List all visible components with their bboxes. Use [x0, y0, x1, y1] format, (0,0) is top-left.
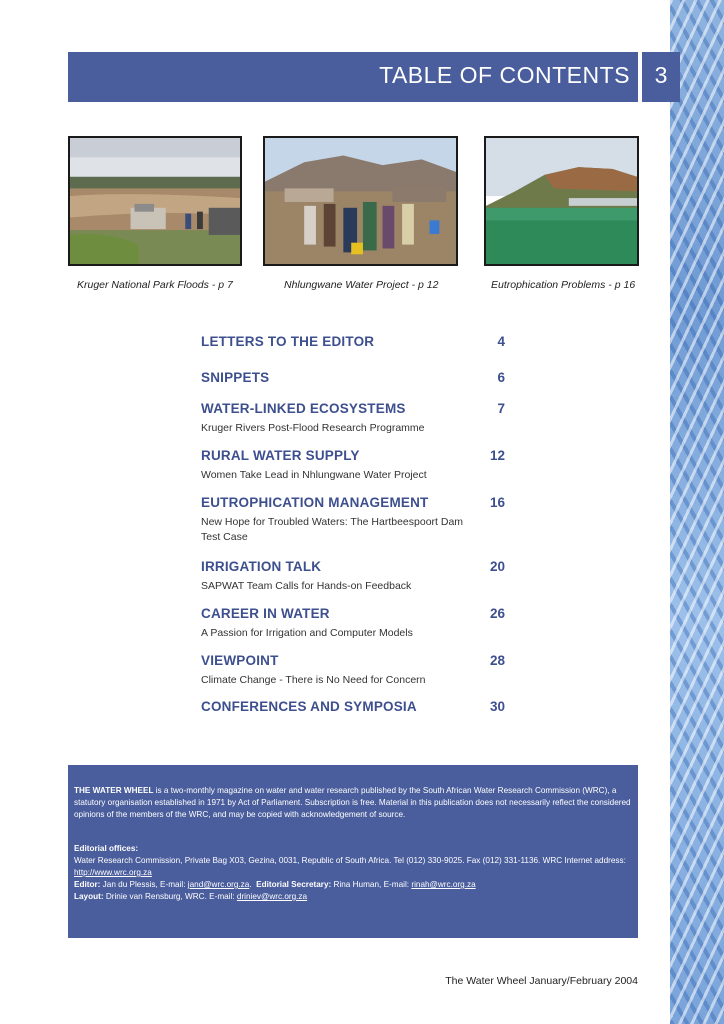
toc-entry-title: CAREER IN WATER [201, 606, 330, 621]
magazine-name: THE WATER WHEEL [74, 786, 154, 795]
photo-caption-eutrophication: Eutrophication Problems - p 16 [491, 279, 636, 291]
toc-entry-title: LETTERS TO THE EDITOR [201, 334, 375, 349]
office-address [74, 855, 632, 879]
editor-text: Jan du Plessis, E-mail: [100, 880, 188, 889]
layout-label: Layout: [74, 892, 104, 901]
toc-entry-title: VIEWPOINT [201, 653, 279, 668]
website-link[interactable]: http://www.wrc.org.za [74, 868, 152, 877]
toc-entry-page: 28 [489, 653, 505, 668]
publication-description [74, 785, 632, 821]
footer-issue: The Water Wheel January/February 2004 [445, 975, 638, 987]
toc-entry-subtitle: SAPWAT Team Calls for Hands-on Feedback [201, 580, 412, 592]
toc-entry-page: 6 [497, 370, 505, 385]
page-title: TABLE OF CONTENTS [379, 62, 630, 88]
address-text: Water Research Commission, Private Bag X03, Gezina, 0031, Republic of South Africa. Tel (012) 330-9025. Fax (012) 331-1136. [74, 856, 541, 865]
secretary-text: Rina Human, E-mail: [331, 880, 412, 889]
description-text: is a two-monthly magazine on water and water research published by the South African Water Research Commission (WRC), a statutory organisation established in 1971 by Act of Parliament. Subscription is free. Material in this publication does not necessarily reflect the considered opinions of the members of the WRC, and may be copied with acknowledgement of source. [74, 786, 631, 819]
photo-kruger-floods [68, 136, 242, 266]
toc-entry-page: 26 [489, 606, 505, 621]
layout-line [74, 891, 632, 903]
photo-nhlungwane-project [263, 136, 458, 266]
layout-email-link[interactable]: driniev@wrc.org.za [236, 892, 308, 901]
toc-entry-title: RURAL WATER SUPPLY [201, 448, 360, 463]
photo-caption-nhlungwane: Nhlungwane Water Project - p 12 [284, 279, 439, 291]
secretary-email-link[interactable]: rinah@wrc.org.za [411, 880, 476, 889]
toc-entry-subtitle: New Hope for Troubled Waters: The Hartbeespoort Dam Test Case [201, 516, 464, 543]
editor-line: Editor: Jan du Plessis, E-mail: jand@wrc.org.za. Editorial Secretary: Rina Human, E-mail: rinah@wrc.org.za [74, 880, 476, 889]
photo-caption-kruger: Kruger National Park Floods - p 7 [77, 279, 233, 291]
header-bar [68, 52, 638, 102]
toc-entry-title: EUTROPHICATION MANAGEMENT [201, 495, 429, 510]
page-number: 3 [654, 62, 668, 88]
editor-email-link[interactable]: jand@wrc.org.za [187, 880, 250, 889]
toc-entry-subtitle: Women Take Lead in Nhlungwane Water Project [201, 469, 427, 481]
toc-entry-page: 20 [489, 559, 505, 574]
water-texture-strip [670, 0, 724, 1024]
toc-entry-subtitle: Climate Change - There is No Need for Concern [201, 674, 426, 686]
photo-eutrophication-dam [484, 136, 639, 266]
toc-entry-subtitle: Kruger Rivers Post-Flood Research Programme [201, 422, 425, 434]
page-number-box [640, 52, 680, 102]
toc-entry-subtitle: A Passion for Irrigation and Computer Models [201, 627, 413, 639]
publication-info-box [68, 765, 638, 938]
toc-entry-page: 4 [497, 334, 505, 349]
secretary-label: Editorial Secretary: [256, 880, 332, 889]
toc-entry-title: WATER-LINKED ECOSYSTEMS [201, 401, 406, 416]
toc-entry-title: IRRIGATION TALK [201, 559, 322, 574]
internet-label: WRC Internet address: [542, 856, 626, 865]
toc-entry-page: 30 [489, 699, 505, 714]
layout-text: Drinie van Rensburg, WRC. E-mail: [103, 892, 237, 901]
toc-entry-page: 12 [489, 448, 505, 463]
toc-entry-title: SNIPPETS [201, 370, 270, 385]
editorial-offices-heading: Editorial offices: [74, 844, 139, 853]
toc-entry-page: 7 [497, 401, 505, 416]
toc-entry-page: 16 [489, 495, 505, 510]
toc-entry-title: CONFERENCES AND SYMPOSIA [201, 699, 417, 714]
editor-label: Editor: [74, 880, 101, 889]
